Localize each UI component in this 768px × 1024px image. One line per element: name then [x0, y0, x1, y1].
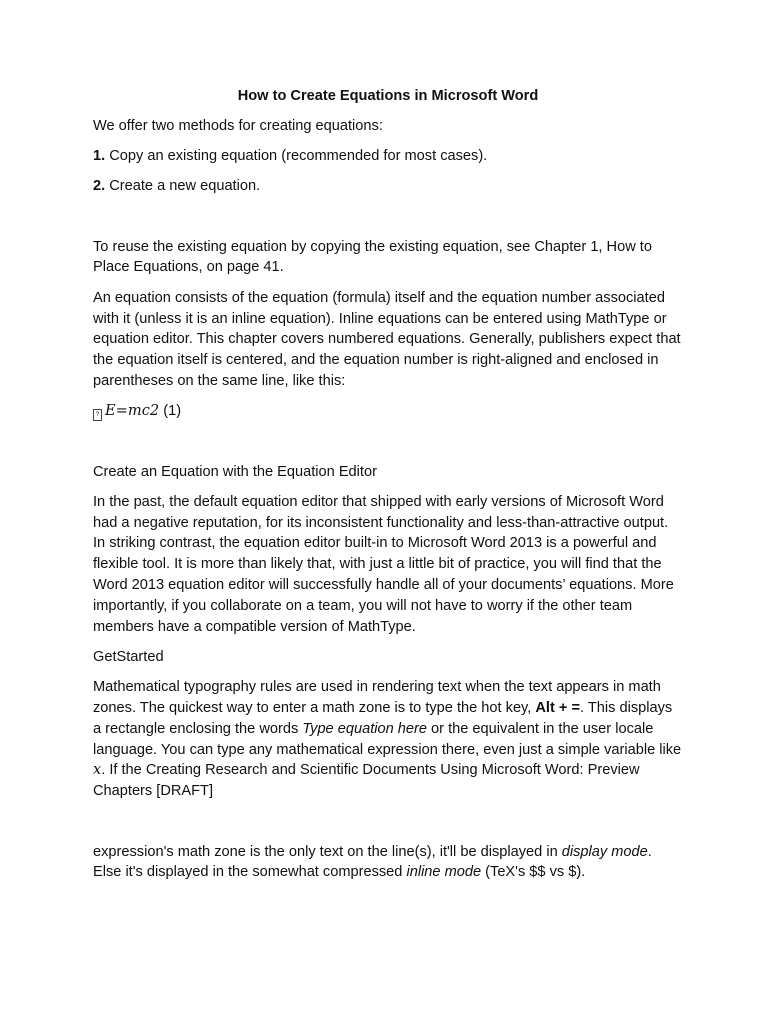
- method-item-1: [93, 146, 683, 167]
- text-run: . This displays a rectangle enclosing the words: [93, 700, 673, 737]
- method-number: 1.: [93, 148, 106, 165]
- get-started-heading: GetStarted: [93, 648, 164, 665]
- spacer: [93, 207, 683, 237]
- equation-line: [93, 401, 683, 422]
- method-number: 2.: [93, 178, 106, 195]
- missing-glyph-icon: ?: [93, 409, 102, 421]
- document-title: How to Create Equations in Microsoft Word: [237, 88, 539, 104]
- equation-number: (1): [163, 403, 182, 420]
- display-paragraph: [93, 842, 683, 884]
- document-page: [93, 86, 683, 893]
- text-run: (TeX's $$ vs $).: [481, 864, 586, 881]
- display-mode-text: display mode: [561, 843, 648, 860]
- intro-paragraph: We offer two methods for creating equations:: [93, 117, 383, 134]
- typography-paragraph: [93, 677, 683, 802]
- math-variable: x: [93, 761, 102, 779]
- method-item-2: [93, 176, 683, 197]
- hotkey-text: Alt + =: [535, 700, 580, 717]
- spacer: [93, 812, 683, 842]
- inline-mode-text: inline mode: [406, 864, 482, 881]
- equation-paragraph: An equation consists of the equation (formula) itself and the equation number associated with it (unless it is an inline equation). Inline equations can be entered using MathType or equation editor. This chapter covers numbered equations. Generally, publishers expect that the equation itself is centered, and the equation number is right-aligned and enclosed in parentheses on the same line, like this:: [93, 289, 681, 389]
- method-text: Create a new equation.: [109, 178, 261, 195]
- equation-formula: E=mc2: [105, 402, 160, 420]
- placeholder-text: Type equation here: [302, 720, 427, 737]
- method-text: Copy an existing equation (recommended for most cases).: [109, 148, 488, 165]
- text-run: or the equivalent in the user locale language. You can type any mathematical expression there, even just a simple variable like: [93, 720, 682, 758]
- text-run: . If the Creating Research and Scientific Documents Using Microsoft Word: Preview Chapters [DRAFT]: [93, 762, 640, 800]
- editor-paragraph: In the past, the default equation editor that shipped with early versions of Microsoft Word had a negative reputation, for its inconsistent functionality and less-than-attractive output. In striking contrast, the equation editor built-in to Microsoft Word 2013 is a powerful and flexible tool. It is more than likely that, with just a little bit of practice, you will find that the Word 2013 equation editor will successfully handle all of your documents’ equations. More importantly, if you collaborate on a team, you will not have to worry if the other team members have a compatible version of MathType.: [93, 493, 674, 635]
- spacer: [93, 432, 683, 462]
- text-run: Mathematical typography rules are used in rendering text when the text appears in math zones. The quickest way to enter a math zone is to type the hot key,: [93, 679, 661, 717]
- section-heading: Create an Equation with the Equation Editor: [93, 463, 377, 480]
- reuse-paragraph: To reuse the existing equation by copying the existing equation, see Chapter 1, How to Place Equations, on page 41.: [93, 238, 652, 276]
- text-run: . Else it's displayed in the somewhat compressed: [93, 843, 652, 881]
- text-run: expression's math zone is the only text on the line(s), it'll be displayed in: [93, 843, 562, 860]
